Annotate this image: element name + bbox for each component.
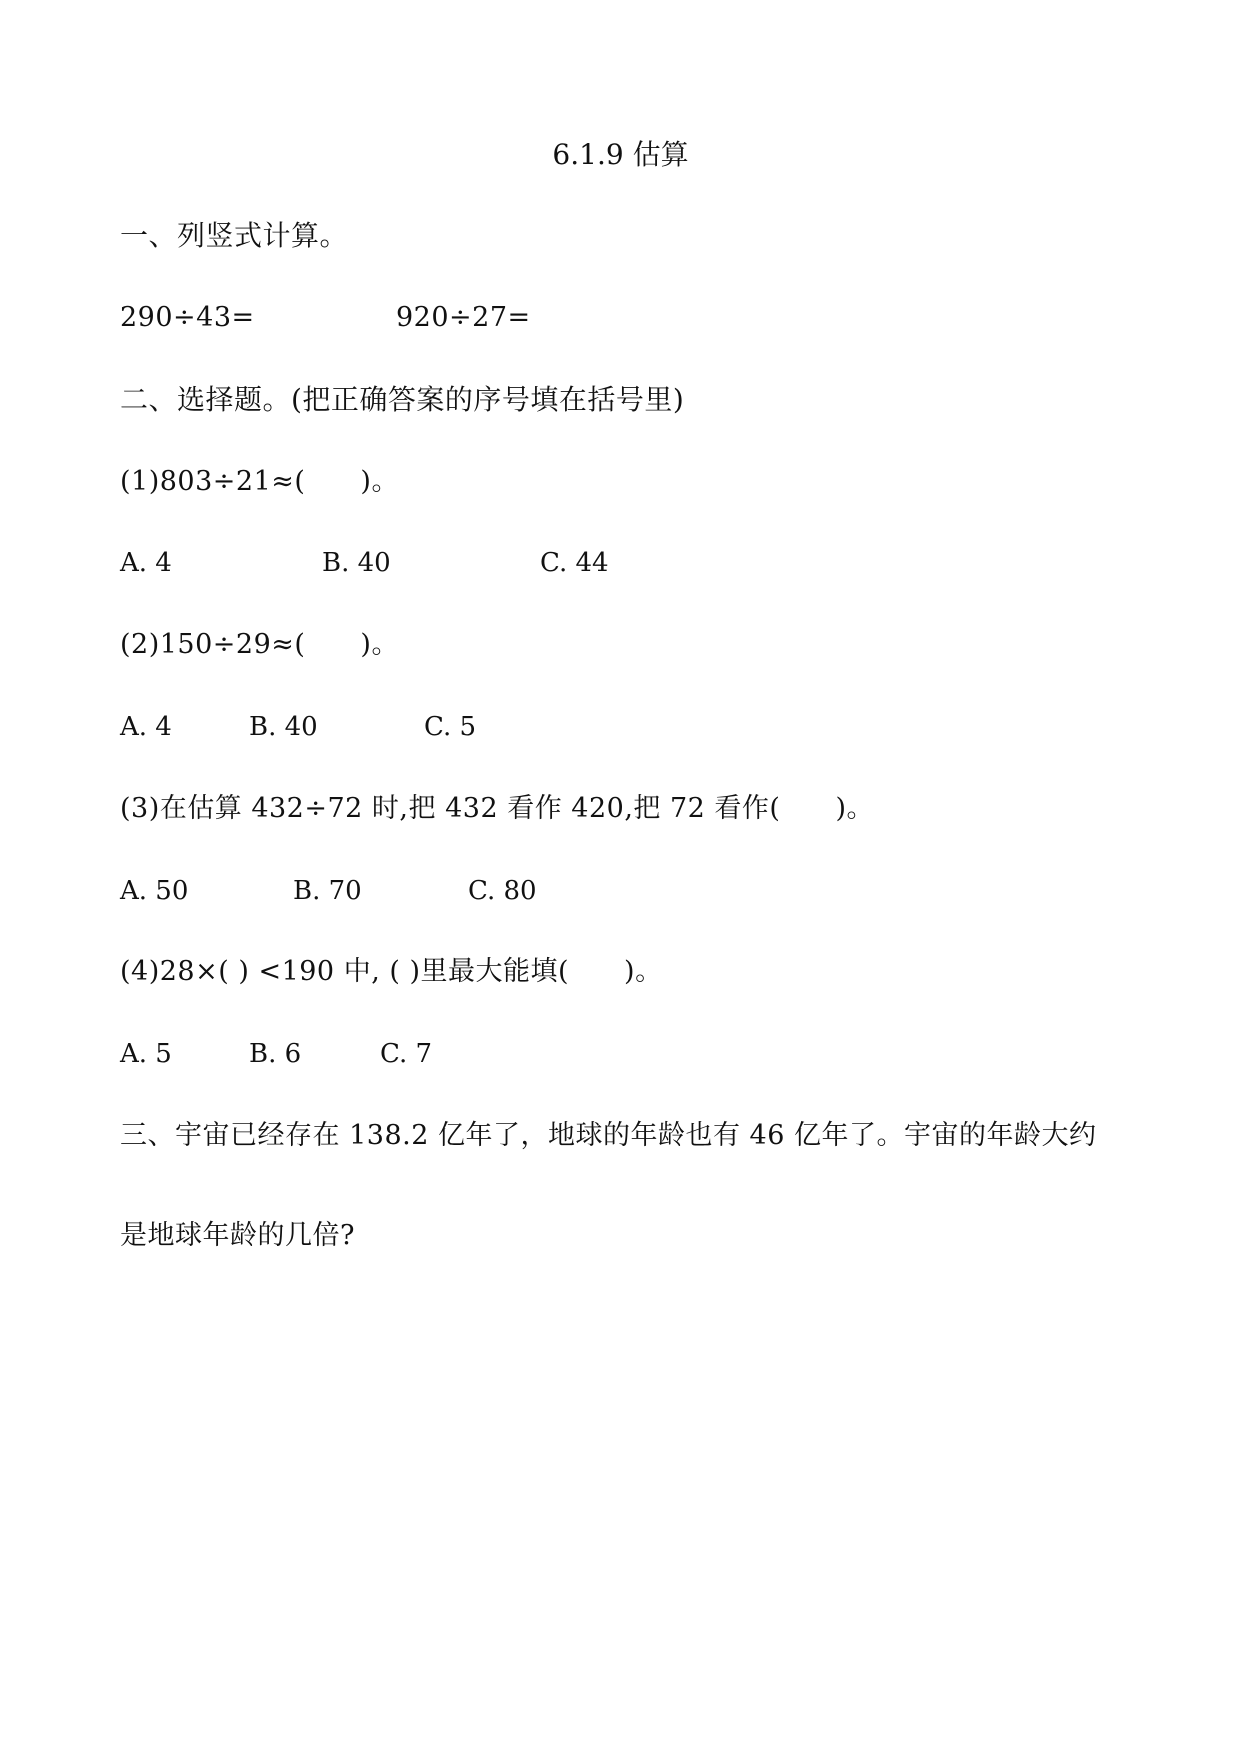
q1-option-b: B. 40 (322, 548, 391, 578)
question-2: (2)150÷29≈( )。 (120, 629, 399, 660)
q3-option-b: B. 70 (293, 876, 362, 906)
problem-2: 920÷27= (396, 302, 531, 333)
question-3: (3)在估算 432÷72 时,把 432 看作 420,把 72 看作( )。 (120, 793, 874, 824)
q1-option-a: A. 4 (120, 548, 172, 578)
q4-option-b: B. 6 (249, 1039, 302, 1069)
section1-heading: 一、列竖式计算。 (120, 219, 349, 252)
q2-option-c: C. 5 (424, 712, 477, 742)
problem-1: 290÷43= (120, 302, 255, 333)
question-4: (4)28×( ) <190 中, ( )里最大能填( )。 (120, 956, 663, 987)
q3-option-c: C. 80 (468, 876, 537, 906)
section3-line1: 三、宇宙已经存在 138.2 亿年了，地球的年龄也有 46 亿年了。宇宙的年龄大约 (120, 1120, 1097, 1151)
q2-option-a: A. 4 (120, 712, 172, 742)
q4-option-a: A. 5 (120, 1039, 172, 1069)
section3-line2: 是地球年龄的几倍? (120, 1220, 355, 1251)
q4-option-c: C. 7 (380, 1039, 433, 1069)
page-title: 6.1.9 估算 (552, 138, 689, 171)
q1-option-c: C. 44 (540, 548, 609, 578)
q3-option-a: A. 50 (120, 876, 189, 906)
q2-option-b: B. 40 (249, 712, 318, 742)
section2-heading: 二、选择题。(把正确答案的序号填在括号里) (120, 383, 685, 416)
question-1: (1)803÷21≈( )。 (120, 466, 399, 497)
